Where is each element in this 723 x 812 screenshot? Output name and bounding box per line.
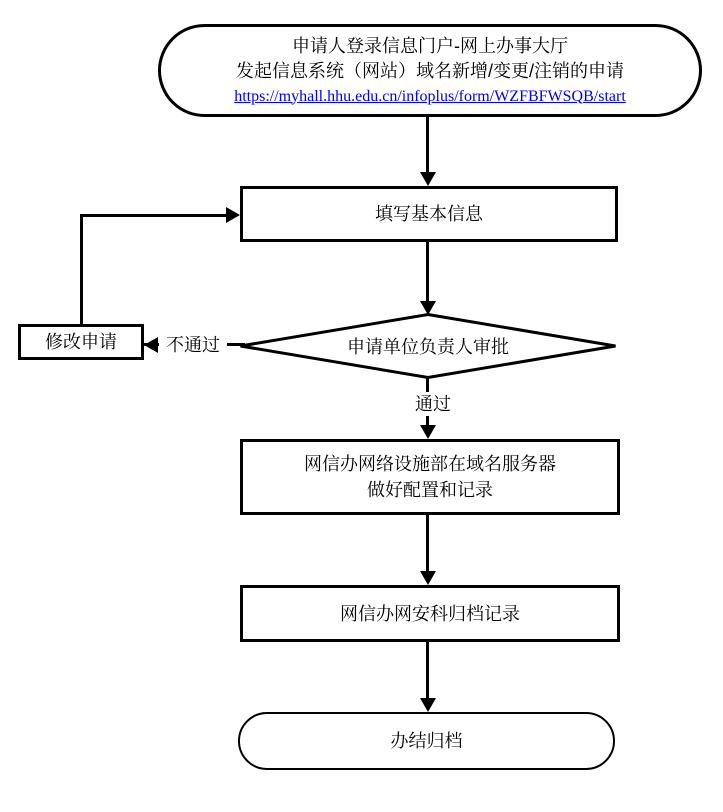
arrowhead-down-icon	[420, 172, 436, 186]
decision-label: 申请单位负责人审批	[347, 337, 509, 357]
arrowhead-down-icon	[420, 571, 436, 585]
start-terminator	[158, 24, 702, 117]
loop-horizontal-line	[80, 214, 228, 217]
arrowhead-right-icon	[226, 207, 240, 223]
archive-label: 网信办网安科归档记录	[340, 603, 520, 624]
end-terminator	[238, 712, 615, 770]
config-line1: 网信办网络设施部在域名服务器	[304, 454, 556, 474]
fill-info-label: 填写基本信息	[375, 204, 483, 224]
fill-info-process	[240, 186, 618, 242]
end-label: 办结归档	[390, 731, 463, 751]
arrowhead-down-icon	[420, 698, 436, 712]
connector-archive-to-end-line	[426, 642, 429, 700]
connector-config-to-archive-line	[426, 515, 429, 573]
config-line2: 做好配置和记录	[367, 480, 493, 500]
start-line1: 申请人登录信息门户-网上办事大厅	[292, 35, 568, 56]
connector-start-to-fill-line	[426, 115, 429, 175]
archive-process	[240, 585, 620, 642]
arrowhead-down-icon	[420, 425, 436, 439]
connector-fill-to-decision-line	[426, 242, 429, 303]
start-line2: 发起信息系统（网站）域名新增/变更/注销的申请	[236, 60, 624, 81]
approve-edge-label: 通过	[398, 392, 468, 416]
modify-process	[18, 324, 144, 360]
modify-label: 修改申请	[45, 332, 117, 352]
loop-vertical-line	[80, 214, 83, 326]
config-process	[240, 439, 620, 515]
start-url-link[interactable]: https://myhall.hhu.edu.cn/infoplus/form/WZFBFWSQB/start	[234, 87, 626, 105]
reject-edge-label: 不通过	[159, 333, 227, 357]
arrowhead-left-icon	[144, 337, 158, 353]
